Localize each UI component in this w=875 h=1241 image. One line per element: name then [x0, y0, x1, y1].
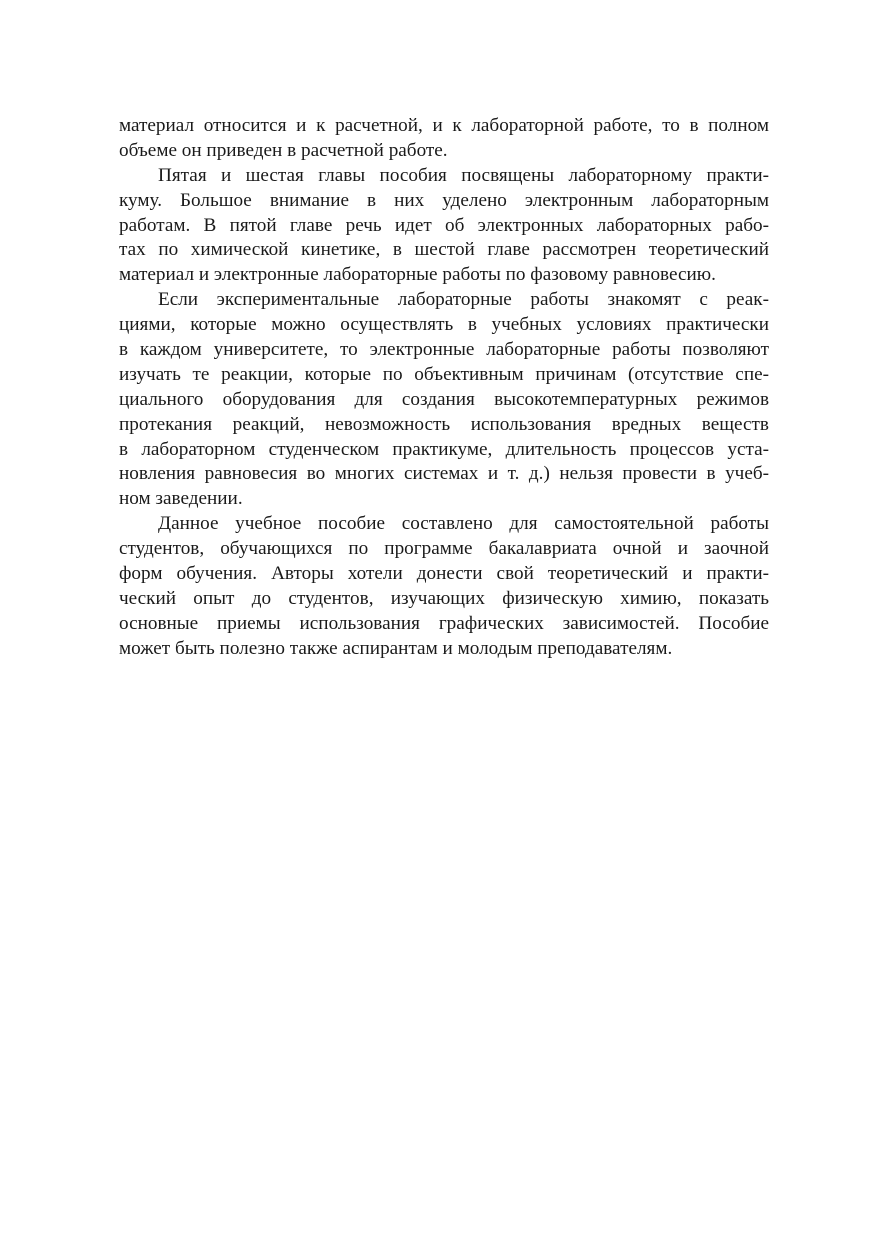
- text-line: Если экспериментальные лабораторные работы знакомят с реак-: [158, 289, 769, 311]
- text-line: в лабораторном студенческом практикуме, длительность процессов уста-: [119, 438, 769, 460]
- text-line: основные приемы использования графических зависимостей. Пособие: [119, 612, 769, 634]
- text-line: материал и электронные лабораторные работы по фазовому равновесию.: [119, 264, 716, 286]
- text-line: ческий опыт до студентов, изучающих физическую химию, показать: [119, 587, 769, 609]
- text-line: куму. Большое внимание в них уделено электронным лабораторным: [119, 189, 769, 211]
- body-text: [119, 114, 769, 662]
- text-line: форм обучения. Авторы хотели донести свой теоретический и практи-: [119, 563, 769, 585]
- text-line: может быть полезно также аспирантам и молодым преподавателям.: [119, 637, 673, 659]
- text-line: изучать те реакции, которые по объективным причинам (отсутствие спе-: [119, 363, 769, 385]
- text-line: объеме он приведен в расчетной работе.: [119, 139, 448, 161]
- text-line: материал относится и к расчетной, и к лабораторной работе, то в полном: [119, 115, 769, 136]
- text-line: работам. В пятой главе речь идет об электронных лабораторных рабо-: [119, 214, 769, 236]
- paragraph-chapters-five-six: [119, 164, 769, 288]
- text-line: тах по химической кинетике, в шестой главе рассмотрен теоретический: [119, 239, 769, 261]
- text-line: протекания реакций, невозможность использования вредных веществ: [119, 413, 769, 435]
- paragraph-electronic-labs: [119, 288, 769, 512]
- text-line: ном заведении.: [119, 488, 243, 510]
- text-line: студентов, обучающихся по программе бакалавриата очной и заочной: [119, 538, 769, 560]
- text-line: циями, которые можно осуществлять в учебных условиях практически: [119, 314, 769, 336]
- text-line: в каждом университете, то электронные лабораторные работы позволяют: [119, 339, 769, 361]
- text-line: Пятая и шестая главы пособия посвящены лабораторному практи-: [158, 164, 769, 186]
- text-line: новления равновесия во многих системах и т. д.) нельзя провести в учеб-: [119, 463, 769, 485]
- text-line: циального оборудования для создания высокотемпературных режимов: [119, 388, 769, 410]
- paragraph-purpose: [119, 512, 769, 661]
- text-line: Данное учебное пособие составлено для самостоятельной работы: [158, 513, 769, 535]
- paragraph-continuation: [119, 114, 769, 164]
